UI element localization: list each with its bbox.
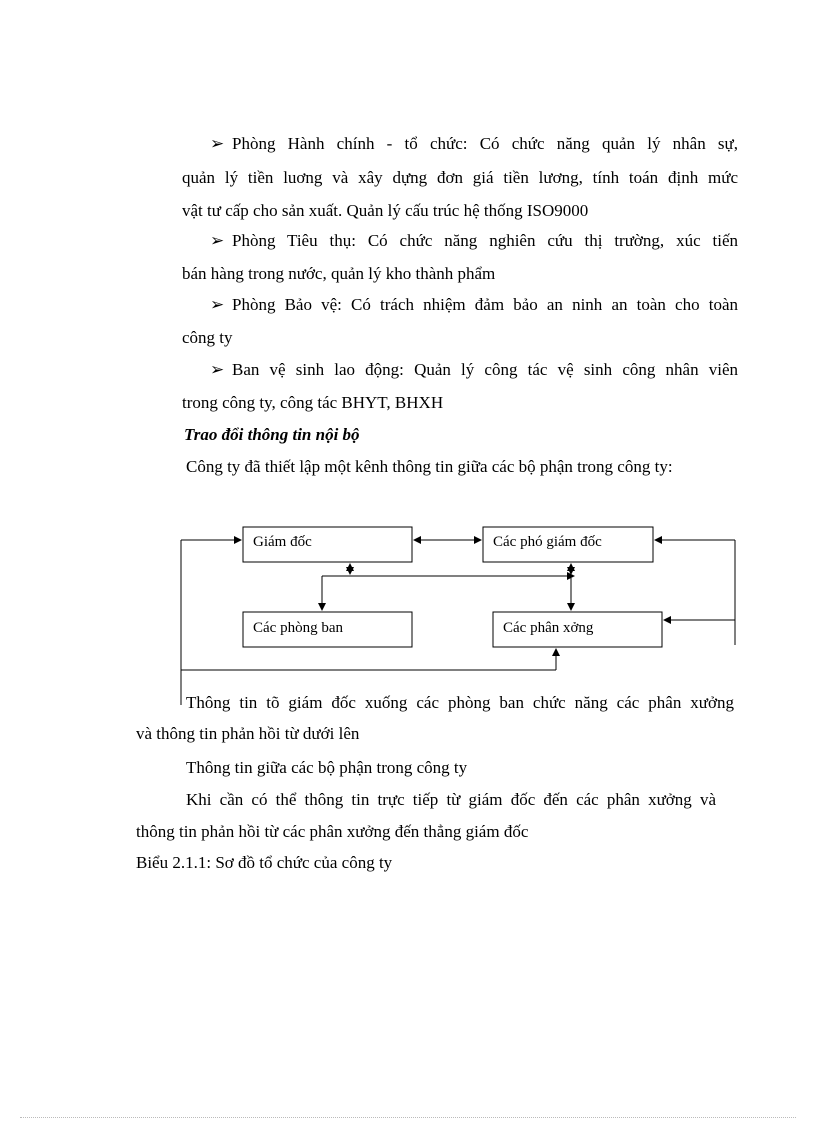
bullet-1-label: Phòng Hành chính - tổ chức: — [232, 134, 468, 153]
page-bottom-border — [20, 1117, 796, 1118]
arrow-bullet-icon: ➢ — [210, 360, 225, 379]
intro-text: Công ty đã thiết lập một kênh thông tin giữa các bộ phận trong công ty: — [186, 457, 673, 476]
paragraph-2: Thông tin giữa các bộ phận trong công ty — [186, 758, 468, 777]
bullet-3-text: Có trách nhiệm đảm bảo an ninh an toàn cho toàn — [341, 295, 738, 314]
bullet-1-line-2: quản lý tiền luơng và xây dựng đơn giá tiền lương, tính toán định mức — [182, 168, 738, 187]
box-deputies-label: Các phó giám đốc — [493, 534, 602, 550]
bullet-1-line-3: vật tư cấp cho sản xuất. Quản lý cấu trúc hệ thống ISO9000 — [182, 201, 589, 220]
box-departments-label: Các phòng ban — [253, 620, 343, 636]
box-director-label: Giám đốc — [253, 534, 312, 550]
paragraph-3-line-2: thông tin phản hồi từ các phân xưởng đến thẳng giám đốc — [136, 822, 529, 841]
bullet-2-text: Có chức năng nghiên cứu thị trường, xúc tiến — [355, 231, 738, 250]
bullet-3-line-2: công ty — [182, 328, 233, 347]
bullet-2-line-2: bán hàng trong nước, quản lý kho thành phẩm — [182, 264, 496, 283]
bullet-3-label: Phòng Bảo vệ: — [232, 295, 342, 314]
bullet-4-label: Ban vệ sinh lao động: — [232, 360, 404, 379]
section-heading: Trao đổi thông tin nội bộ — [184, 425, 360, 444]
paragraph-1-line-2: và thông tin phản hồi từ dưới lên — [136, 724, 360, 743]
arrow-bullet-icon: ➢ — [210, 134, 225, 153]
figure-caption: Biểu 2.1.1: Sơ đồ tổ chức của công ty — [136, 853, 393, 872]
arrow-bullet-icon: ➢ — [210, 295, 225, 314]
bullet-2-label: Phòng Tiêu thụ: — [232, 231, 356, 250]
box-workshops-label: Các phân xởng — [503, 620, 594, 636]
arrow-bullet-icon: ➢ — [210, 231, 225, 250]
paragraph-3-line-1: Khi cần có thể thông tin trực tiếp từ giám đốc đến các phân xưởng và — [186, 790, 716, 809]
paragraph-1-line-1: Thông tin tõ giám đốc xuống các phòng ban chức năng các phân xưởng — [186, 693, 734, 712]
bullet-4-line-2: trong công ty, công tác BHYT, BHXH — [182, 393, 444, 412]
bullet-1-text: Có chức năng quản lý nhân sự, — [467, 134, 738, 153]
bullet-4-text: Quản lý công tác vệ sinh công nhân viên — [403, 360, 738, 379]
